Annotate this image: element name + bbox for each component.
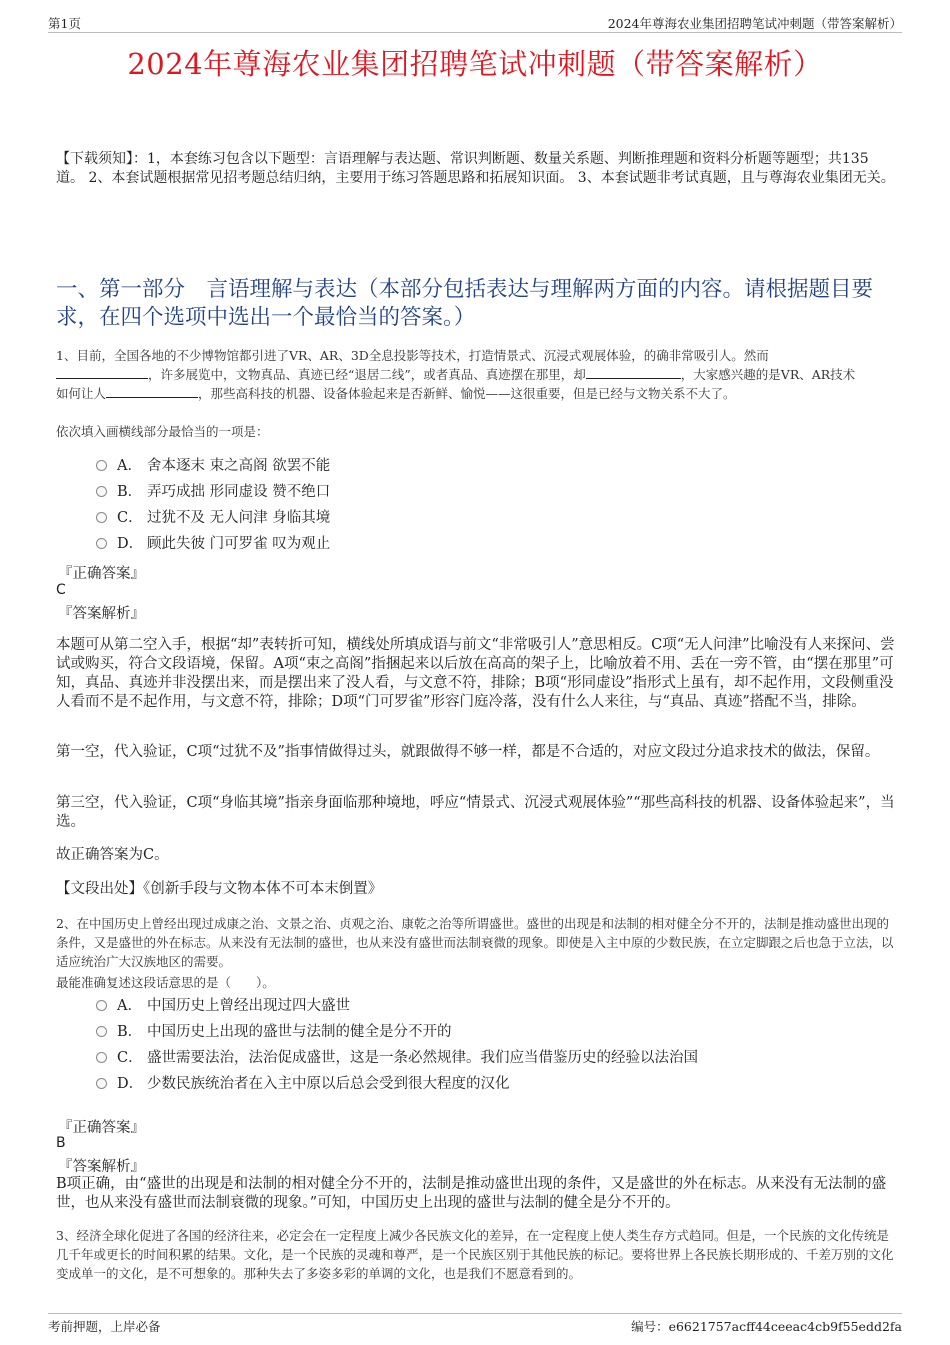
blank-1: [56, 366, 148, 379]
q2-answer: B: [56, 1135, 66, 1151]
question-2-prompt: 最能准确复述这段话意思的是（ ）。: [56, 975, 275, 990]
q1-option-c[interactable]: C． 过犹不及 无人问津 身临其境: [96, 508, 330, 528]
download-notice: 【下载须知】：1，本套练习包含以下题型：言语理解与表达题、常识判断题、数量关系题、判断推理题和资料分析题等题型；共135道。 2、本套试题根据常见招考题总结归纳，主要用于练习答题思路和拓展知识面。 3、本套试题非考试真题，且与尊海农业集团无关。: [56, 151, 895, 186]
q2-answer-label: 『正确答案』: [58, 1120, 145, 1136]
blank-2: [586, 366, 681, 379]
q2-option-b[interactable]: B． 中国历史上出现的盛世与法制的健全是分不开的: [96, 1022, 452, 1042]
page-footer: [48, 1313, 902, 1334]
radio-icon[interactable]: [96, 512, 107, 523]
q2-analysis: B项正确，由“盛世的出现是和法制的相对健全分不开的，法制是推动盛世出现的条件，又是盛世的外在标志。从来没有无法制的盛世，也从来没有盛世而法制衰微的现象。”可知，中国历史上出现的盛世与法制的健全是分不开的。: [56, 1176, 887, 1211]
radio-icon[interactable]: [96, 1078, 107, 1089]
document-title: 2024年尊海农业集团招聘笔试冲刺题（带答案解析）: [127, 47, 823, 81]
radio-icon[interactable]: [96, 1026, 107, 1037]
q2-option-d[interactable]: D． 少数民族统治者在入主中原以后总会受到很大程度的汉化: [96, 1074, 510, 1094]
q1-analysis-label: 『答案解析』: [58, 606, 145, 622]
q2-option-c[interactable]: C． 盛世需要法治，法治促成盛世，这是一条必然规律。我们应当借鉴历史的经验以法治国: [96, 1048, 698, 1068]
page-number: 第1页: [48, 16, 81, 31]
q1-analysis-3: 第三空，代入验证，C项“身临其境”指亲身面临那种境地，呼应“情景式、沉浸式观展体验”“那些高科技的机器、设备体验起来”，当选。: [56, 795, 895, 830]
q1-analysis-1: 本题可从第二空入手，根据“却”表转折可知，横线处所填成语与前文“非常吸引人”意思相反。C项“无人问津”比喻没有人来探问、尝试或购买，符合文段语境，保留。A项“束之高阁”指捆起来以后放在高高的架子上，比喻放着不用、丢在一旁不管，由“摆在那里”可知，真品、真迹并非没摆出来，而是摆出来了没人看，与文意不符，排除；B项“形同虚设”指形式上虽有，却不起作用，文段侧重没人看而不是不起作用，与文意不符，排除；D项“门可罗雀”形容门庭冷落，没有什么人来往，与“真品、真迹”搭配不当，排除。: [56, 637, 895, 710]
q1-source: 【文段出处】《创新手段与文物本体不可本末倒置》: [56, 881, 383, 897]
radio-icon[interactable]: [96, 538, 107, 549]
footer-slogan: 考前押题，上岸必备: [48, 1319, 161, 1334]
q1-answer-label: 『正确答案』: [58, 566, 145, 582]
question-1-stem: 1、目前，全国各地的不少博物馆都引进了VR、AR、3D全息投影等技术，打造情景式、沉浸式观展体验，的确非常吸引人。然而 ，许多展览中，文物真品、真迹已经“退居二线”，或者真品、真迹摆在那里，却 ，大家感兴趣的是VR、AR技术 如何让人 ，那些高科技的机器、设备体验起来是否新鲜、愉悦——这很重要，但是已经与文物关系不大了。: [56, 348, 856, 401]
q1-analysis-2: 第一空，代入验证，C项“过犹不及”指事情做得过头，就跟做得不够一样，都是不合适的，对应文段过分追求技术的做法，保留。: [56, 744, 880, 760]
question-1-prompt: 依次填入画横线部分最恰当的一项是：: [56, 424, 269, 439]
blank-3: [106, 385, 198, 398]
footer-doc-id: 编号：e6621757acff44ceeac4cb9f55edd2fa: [631, 1319, 902, 1334]
q1-option-b[interactable]: B． 弄巧成拙 形同虚设 赞不绝口: [96, 482, 330, 502]
question-2-stem: 2、在中国历史上曾经出现过成康之治、文景之治、贞观之治、康乾之治等所谓盛世。盛世的出现是和法制的相对健全分不开的，法制是推动盛世出现的条件，又是盛世的外在标志。从来没有无法制的盛世，也从来没有盛世而法制衰微的现象。即使是入主中原的少数民族，在立定脚跟之后也急于立法，以适应统治广大汉族地区的需要。: [56, 916, 894, 969]
radio-icon[interactable]: [96, 460, 107, 471]
header-doc-title: 2024年尊海农业集团招聘笔试冲刺题（带答案解析）: [607, 16, 902, 31]
radio-icon[interactable]: [96, 1052, 107, 1063]
q1-option-d[interactable]: D． 顾此失彼 门可罗雀 叹为观止: [96, 534, 330, 554]
q1-option-a[interactable]: A． 舍本逐末 束之高阁 欲罢不能: [96, 456, 330, 476]
section-heading: 一、第一部分 言语理解与表达（本部分包括表达与理解两方面的内容。请根据题目要求，在四个选项中选出一个最恰当的答案。）: [56, 277, 874, 330]
radio-icon[interactable]: [96, 486, 107, 497]
q1-analysis-4: 故正确答案为C。: [56, 847, 169, 863]
q2-option-a[interactable]: A． 中国历史上曾经出现过四大盛世: [96, 996, 350, 1016]
q2-analysis-label: 『答案解析』: [58, 1159, 145, 1175]
q1-answer: C: [56, 582, 66, 598]
page-header: [48, 14, 902, 33]
radio-icon[interactable]: [96, 1000, 107, 1011]
question-3-stem: 3、经济全球化促进了各国的经济往来，必定会在一定程度上减少各民族文化的差异，在一定程度上使人类生存方式趋同。但是，一个民族的文化传统是几千年或更长的时间积累的结果。文化，是一个民族的灵魂和尊严，是一个民族区别于其他民族的标记。要将世界上各民族长期形成的、千差万别的文化变成单一的文化，是不可想象的。那种失去了多姿多彩的单调的文化，也是我们不愿意看到的。: [56, 1228, 894, 1281]
